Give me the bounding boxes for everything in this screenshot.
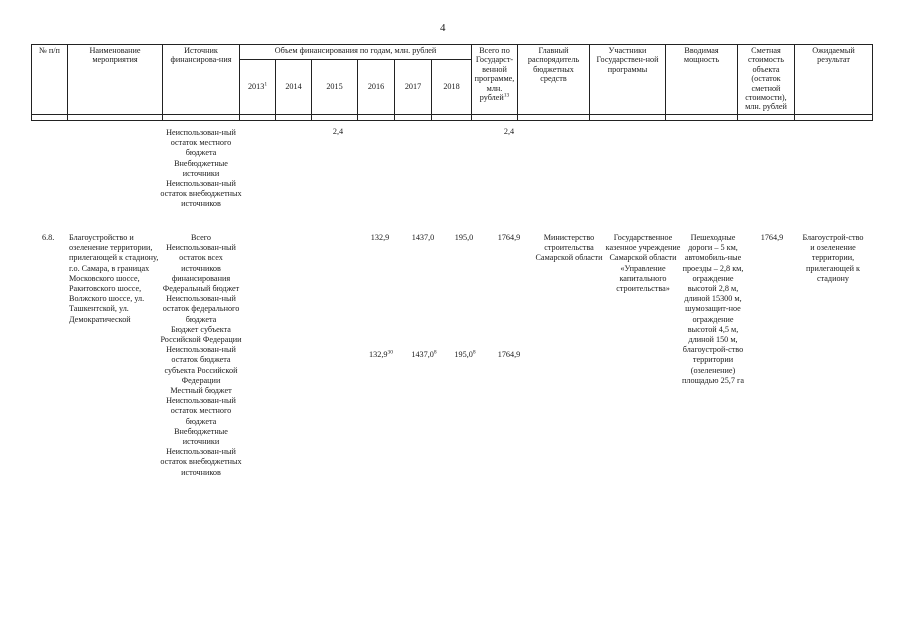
source-item: Неиспользован-ный остаток бюджета субъекта Российской Федерации	[164, 345, 238, 385]
all-total-value: 1764,9	[497, 233, 521, 242]
source-item: Федеральный бюджет	[162, 284, 240, 294]
header-name: Наименование мероприятия	[68, 45, 163, 115]
prev-source-item: Внебюджетные источники	[174, 158, 228, 178]
source-item: Внебюджетные источники	[174, 426, 228, 447]
header-year-2017: 2017	[395, 60, 432, 115]
row-name: Благоустройство и озеленение территории, прилегающей к стадиону, г.о. Самара, в границах Московского шоссе, Ракитовского шоссе, Волжского шоссе, ул. Ташкентской, ул. Демократической	[69, 233, 159, 324]
header-year-2016: 2016	[358, 60, 395, 115]
result-text: Благоустрой-ство и озеленение территории, прилегающей к стадиону	[802, 233, 864, 283]
prev-total-value: 2,4	[503, 127, 515, 136]
prev-y2015-value: 2,4	[332, 127, 344, 136]
subject-total-value: 1764,9	[497, 350, 521, 359]
header-year-2018: 2018	[432, 60, 472, 115]
header-manager: Главный распорядитель бюджетных средств	[518, 45, 590, 115]
header-table	[31, 44, 873, 121]
prev-source-item: Неиспользован-ный остаток внебюджетных источников	[160, 179, 242, 209]
header-num: № п/п	[32, 45, 68, 115]
subject-y2017-value: 1437,0$^8$	[411, 349, 437, 359]
source-item: Неиспользован-ный остаток федерального бюджета	[162, 294, 240, 324]
all-y2018-value: 195,0	[454, 233, 474, 242]
header-capacity: Вводимая мощность	[666, 45, 738, 115]
source-item: Бюджет субъекта Российской Федерации	[160, 324, 242, 345]
subject-y2016-value: 132,9$^{30}$	[369, 349, 393, 359]
subject-y2018-value: 195,0$^8$	[454, 349, 476, 359]
header-year-2014: 2014	[276, 60, 312, 115]
header-result: Ожидаемый результат	[795, 45, 873, 115]
row-sources-list	[160, 233, 242, 478]
all-y2017-value: 1437,0	[411, 233, 435, 242]
header-source: Источник финансирова-ния	[163, 45, 240, 115]
page-number: 4	[440, 22, 446, 34]
manager-text: Министерство строительства Самарской области	[535, 233, 603, 263]
participants-text: Государственное казенное учреждение Самарской области «Управление капитального строительства»	[605, 233, 681, 294]
prev-sources-list	[160, 128, 242, 210]
header-year-2015: 2015	[312, 60, 358, 115]
estimate-value: 1764,9	[760, 233, 784, 242]
capacity-text: Пешеходные дороги – 5 км, автомобиль-ные проезды – 2,8 км, ограждение высотой 2,8 м, длиной 15300 м, шумозащит-ное ограждение высотой 4,5 м, длиной 150 м, благоустрой-ство территории (озеленение) площадью 25,7 га	[682, 233, 744, 385]
header-funding: Объем финансирования по годам, млн. рублей	[240, 45, 472, 60]
header-estimate: Сметная стоимость объекта (остаток сметной стоимости), млн. рублей	[738, 45, 795, 115]
header-year-2013: 2013$^1$	[240, 60, 276, 115]
row-number: 6.8.	[42, 233, 55, 242]
source-item: Неиспользован-ный остаток всех источников финансирования	[166, 243, 236, 283]
source-item: Всего	[190, 233, 212, 242]
source-item: Неиспользован-ный остаток внебюджетных источников	[160, 447, 242, 477]
all-y2016-value: 132,9	[370, 233, 390, 242]
source-item: Местный бюджет	[170, 386, 232, 396]
header-participants: Участники Государствен-ной программы	[590, 45, 666, 115]
header-total: Всего по Государст-венной программе, млн. рублей$^{13}$	[472, 45, 518, 115]
prev-source-item: Неиспользован-ный остаток местного бюджета	[166, 128, 236, 158]
source-item: Неиспользован-ный остаток местного бюджета	[166, 396, 236, 426]
